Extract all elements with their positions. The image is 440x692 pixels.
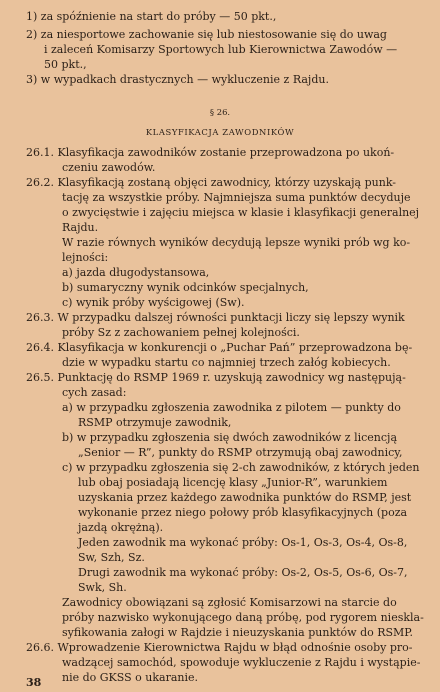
list-item-line: uzyskania przez każdego zawodnika punktów do RSMP, jest [78, 491, 412, 504]
clause-line: próby nazwisko wykonującego daną próbę, pod rygorem niesklа- [62, 611, 424, 624]
clause-line: wadzącej samochód, spowoduje wykluczenie z Rajdu i wystąpie- [62, 656, 421, 669]
clause-line: nie do GKSS o ukaranie. [62, 671, 199, 684]
clause-26-4: 26.4. Klasyfikacja w konkurencji o „Puchar Pań” przeprowadzona bę- [26, 341, 413, 354]
list-item-line: Swk, Sh. [78, 581, 127, 594]
clause-line: Rajdu. [62, 221, 99, 234]
clause-line: tację za wszystkie próby. Najmniejsza suma punktów decyduje [62, 191, 411, 204]
penalty-item-2: 2) za niesportowe zachowanie się lub niestosowanie się do uwag [26, 28, 387, 41]
list-item-line: lub obaj posiadają licencję klasy „Junior-R”, warunkiem [78, 476, 388, 489]
list-item-line: Sw, Szh, Sz. [78, 551, 145, 564]
list-item-line: jazdą okrężną). [78, 521, 164, 534]
clause-26-2: 26.2. Klasyfikacją zostaną objęci zawodnicy, którzy uzyskają punk- [26, 176, 397, 189]
clause-26-3: 26.3. W przypadku dalszej równości punktacji liczy się lepszy wynik [26, 311, 405, 324]
list-item-b: b) w przypadku zgłoszenia się dwóch zawodników z licencją [62, 431, 398, 444]
clause-26-1: 26.1. Klasyfikacja zawodników zostanie przeprowadzona po ukoń- [26, 146, 395, 159]
clause-26-6: 26.6. Wprowadzenie Kierownictwa Rajdu w błąd odnośnie osoby pro- [26, 641, 413, 654]
list-item-line: Drugi zawodnik ma wykonać próby: Os-2, Os-5, Os-6, Os-7, [78, 566, 408, 579]
penalty-item-2-line: i zaleceń Komisarzy Sportowych lub Kierownictwa Zawodów — [44, 43, 398, 56]
section-title: KLASYFIKACJA ZAWODNIKÓW [145, 127, 295, 137]
clause-line: czeniu zawodów. [62, 161, 156, 174]
clause-26-5: 26.5. Punktację do RSMP 1969 r. uzyskują zawodnicy wg następują- [26, 371, 406, 384]
list-item-a: a) w przypadku zgłoszenia zawodnika z pilotem — punkty do [62, 401, 401, 414]
penalty-item-3: 3) w wypadkach drastycznych — wykluczenie z Rajdu. [26, 73, 329, 86]
clause-line: Zawodnicy obowiązani są zgłosić Komisarzowi na starcie do [62, 596, 397, 609]
list-item-line: „Senior — R”, punkty do RSMP otrzymują obaj zawodnicy, [78, 446, 403, 459]
list-item-c: c) w przypadku zgłoszenia się 2-ch zawodników, z których jeden [62, 461, 420, 474]
list-item-c: c) wynik próby wyścigowej (Sw). [62, 296, 245, 309]
clause-line: syfikowania załogi w Rajdzie i nieuzyskania punktów do RSMP. [62, 626, 413, 639]
clause-line: próby Sz z zachowaniem pełnej kolejności. [62, 326, 300, 339]
list-item-line: wykonanie przez niego połowy prób klasyfikacyjnych (poza [78, 506, 408, 519]
clause-line: dzie w wypadku startu co najmniej trzech załóg kobiecych. [62, 356, 391, 369]
penalty-item-2-line: 50 pkt., [44, 58, 87, 71]
clause-line: W razie równych wyników decydują lepsze wyniki prób wg ko- [62, 236, 411, 249]
clause-line: o zwycięstwie i zajęciu miejsca w klasie i klasyfikacji generalnej [62, 206, 420, 219]
list-item-a: a) jazda długodystansowa, [62, 266, 210, 279]
penalty-item-1: 1) za spóźnienie na start do próby — 50 pkt., [26, 10, 277, 23]
clause-line: lejności: [62, 251, 109, 264]
page-number: 38 [26, 676, 42, 689]
section-number: § 26. [209, 107, 231, 117]
list-item-b: b) sumaryczny wynik odcinków specjalnych, [62, 281, 309, 294]
list-item-line: RSMP otrzymuje zawodnik, [78, 416, 232, 429]
clause-line: cych zasad: [62, 386, 127, 399]
list-item-line: Jeden zawodnik ma wykonać próby: Os-1, Os-3, Os-4, Os-8, [78, 536, 408, 549]
